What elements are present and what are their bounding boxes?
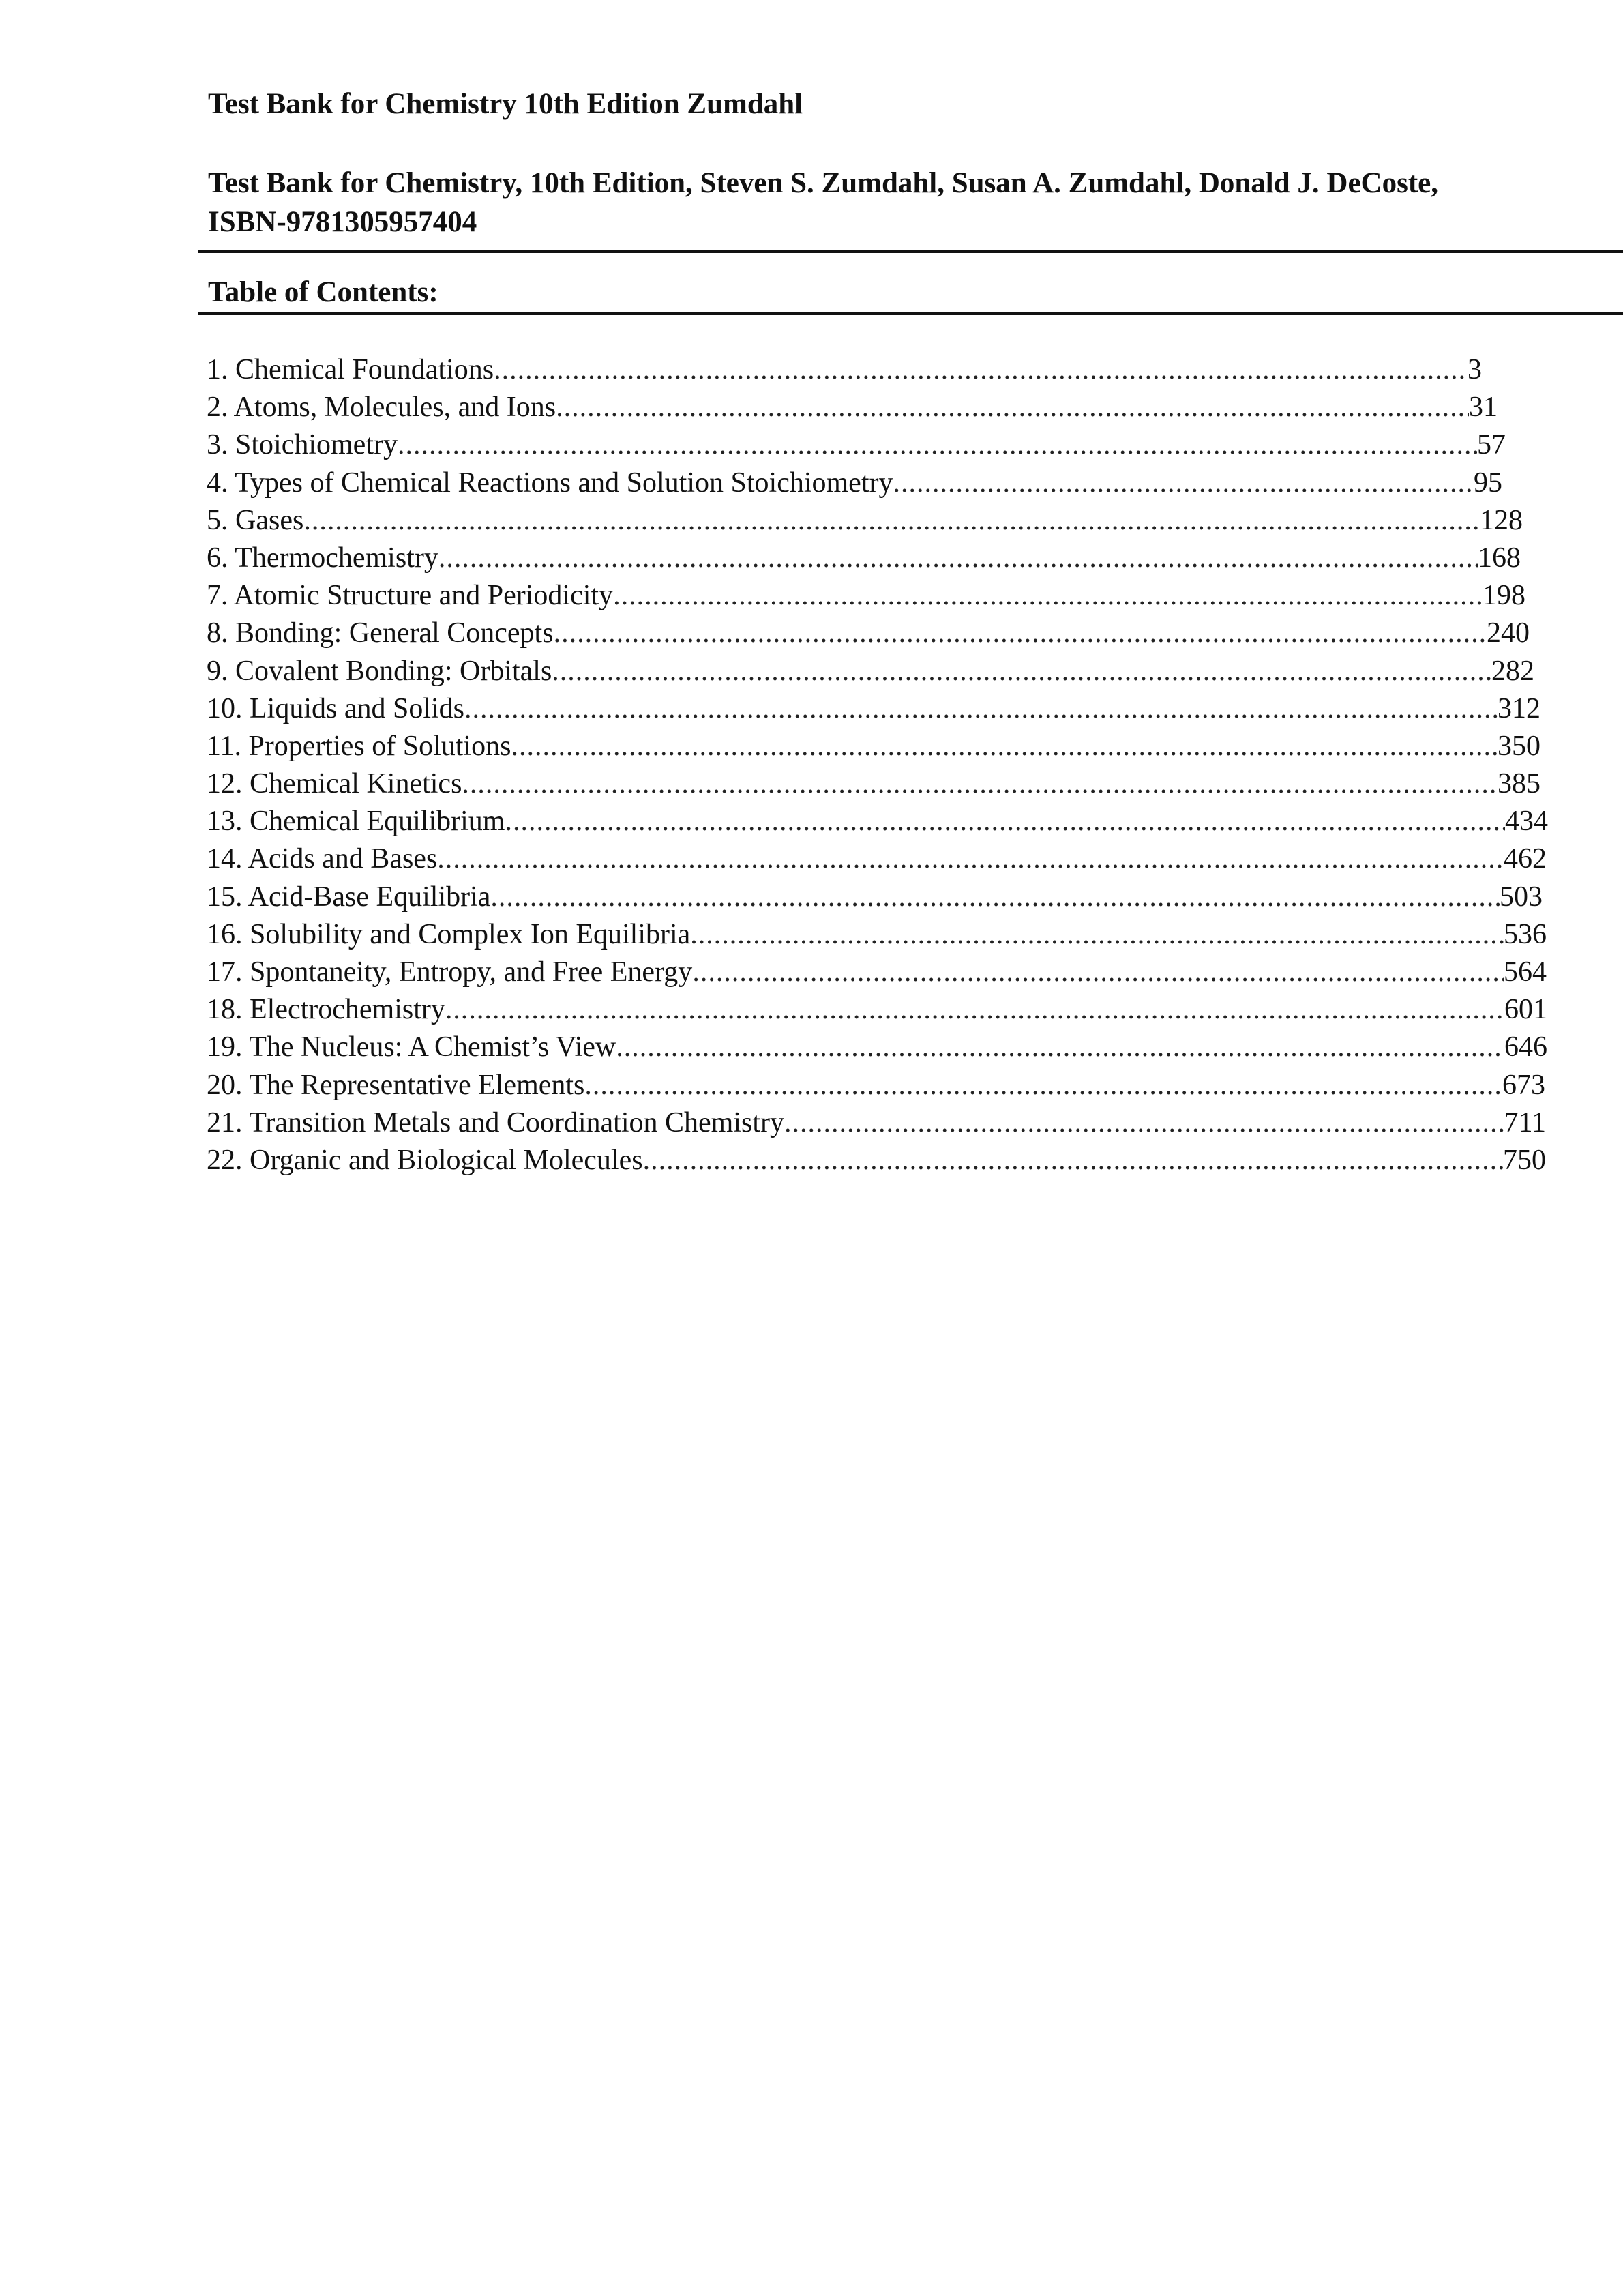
toc-dot-leader	[398, 426, 1477, 464]
toc-dot-leader	[554, 615, 1487, 652]
toc-entry-label: 2. Atoms, Molecules, and Ions	[207, 392, 556, 424]
toc-entry-page: 711	[1504, 1106, 1546, 1138]
toc-entry	[207, 954, 1547, 991]
toc-entry-label: 9. Covalent Bonding: Orbitals	[207, 655, 552, 687]
toc-entry	[207, 1104, 1546, 1142]
toc-entry-label: 14. Acids and Bases	[207, 843, 438, 875]
toc-dot-leader	[303, 502, 1480, 540]
toc-list	[207, 351, 1548, 1179]
toc-entry	[207, 426, 1506, 464]
toc-entry-page: 536	[1504, 918, 1547, 950]
toc-entry-label: 3. Stoichiometry	[207, 429, 398, 461]
toc-entry	[207, 1029, 1547, 1066]
toc-entry-label: 10. Liquids and Solids	[207, 692, 465, 724]
toc-entry	[207, 502, 1523, 540]
toc-dot-leader	[556, 389, 1469, 426]
toc-dot-leader	[584, 1067, 1502, 1104]
toc-entry	[207, 653, 1534, 690]
toc-entry-page: 434	[1505, 806, 1548, 838]
toc-entry-label: 21. Transition Metals and Coordination Chemistry	[207, 1106, 784, 1138]
toc-entry-page: 564	[1504, 956, 1547, 988]
toc-entry-label: 6. Thermochemistry	[207, 542, 438, 574]
toc-entry-label: 19. The Nucleus: A Chemist’s View	[207, 1031, 616, 1063]
toc-dot-leader	[690, 916, 1504, 954]
toc-entry	[207, 690, 1540, 728]
toc-entry-page: 601	[1504, 994, 1547, 1026]
toc-entry	[207, 540, 1521, 577]
toc-entry-page: 198	[1483, 580, 1525, 612]
toc-entry-page: 503	[1500, 881, 1543, 913]
document-title: Test Bank for Chemistry 10th Edition Zumdahl	[208, 88, 803, 120]
toc-entry-page: 750	[1503, 1144, 1546, 1176]
toc-entry-label: 15. Acid-Base Equilibria	[207, 881, 491, 913]
toc-entry-page: 128	[1480, 504, 1523, 536]
toc-dot-leader	[445, 991, 1504, 1029]
toc-entry	[207, 916, 1547, 954]
toc-dot-leader	[552, 653, 1491, 690]
toc-entry-label: 17. Spontaneity, Entropy, and Free Energy	[207, 956, 693, 988]
top-rule	[198, 250, 1623, 253]
toc-entry	[207, 879, 1543, 916]
document-subtitle: Test Bank for Chemistry, 10th Edition, Steven S. Zumdahl, Susan A. Zumdahl, Donald J. DeCoste, ISBN-9781305957404	[208, 167, 1438, 238]
toc-dot-leader	[784, 1104, 1504, 1142]
toc-entry	[207, 765, 1540, 803]
toc-entry-label: 11. Properties of Solutions	[207, 730, 511, 762]
toc-entry-label: 8. Bonding: General Concepts	[207, 617, 554, 649]
toc-entry	[207, 728, 1540, 765]
toc-entry-label: 1. Chemical Foundations	[207, 354, 494, 385]
toc-entry-page: 282	[1491, 655, 1534, 687]
toc-dot-leader	[613, 577, 1483, 615]
bottom-rule	[198, 312, 1623, 315]
toc-entry-page: 31	[1469, 392, 1498, 424]
toc-heading: Table of Contents:	[208, 276, 438, 308]
toc-entry-page: 3	[1468, 354, 1482, 385]
toc-entry	[207, 1142, 1546, 1179]
toc-entry-label: 18. Electrochemistry	[207, 994, 445, 1026]
toc-dot-leader	[511, 728, 1498, 765]
toc-entry-page: 312	[1498, 692, 1540, 724]
toc-entry	[207, 351, 1482, 389]
toc-entry-label: 12. Chemical Kinetics	[207, 768, 462, 800]
toc-dot-leader	[692, 954, 1504, 991]
toc-entry	[207, 465, 1502, 502]
toc-entry-label: 20. The Representative Elements	[207, 1069, 585, 1101]
toc-entry-page: 673	[1502, 1069, 1545, 1101]
toc-entry	[207, 615, 1530, 652]
toc-entry-label: 22. Organic and Biological Molecules	[207, 1144, 643, 1176]
toc-dot-leader	[490, 879, 1500, 916]
toc-entry-page: 240	[1487, 617, 1530, 649]
toc-entry	[207, 840, 1547, 878]
toc-dot-leader	[643, 1142, 1503, 1179]
toc-entry-page: 462	[1504, 843, 1547, 875]
toc-dot-leader	[437, 840, 1504, 878]
toc-entry	[207, 803, 1548, 840]
toc-entry	[207, 1067, 1545, 1104]
toc-entry-page: 57	[1477, 429, 1506, 461]
toc-entry	[207, 991, 1547, 1029]
toc-entry-label: 7. Atomic Structure and Periodicity	[207, 580, 614, 612]
toc-dot-leader	[462, 765, 1498, 803]
toc-entry	[207, 389, 1498, 426]
toc-entry-page: 95	[1474, 467, 1502, 499]
toc-dot-leader	[616, 1029, 1504, 1066]
toc-dot-leader	[438, 540, 1478, 577]
toc-entry	[207, 577, 1525, 615]
toc-entry-page: 168	[1478, 542, 1521, 574]
toc-entry-label: 16. Solubility and Complex Ion Equilibria	[207, 918, 691, 950]
toc-dot-leader	[494, 351, 1468, 389]
toc-entry-page: 385	[1498, 768, 1540, 800]
toc-entry-page: 646	[1504, 1031, 1547, 1063]
toc-entry-label: 13. Chemical Equilibrium	[207, 806, 505, 838]
toc-entry-label: 5. Gases	[207, 504, 304, 536]
toc-entry-page: 350	[1498, 730, 1540, 762]
toc-entry-label: 4. Types of Chemical Reactions and Solution Stoichiometry	[207, 467, 893, 499]
toc-dot-leader	[505, 803, 1505, 840]
toc-dot-leader	[893, 465, 1474, 502]
toc-dot-leader	[464, 690, 1498, 728]
